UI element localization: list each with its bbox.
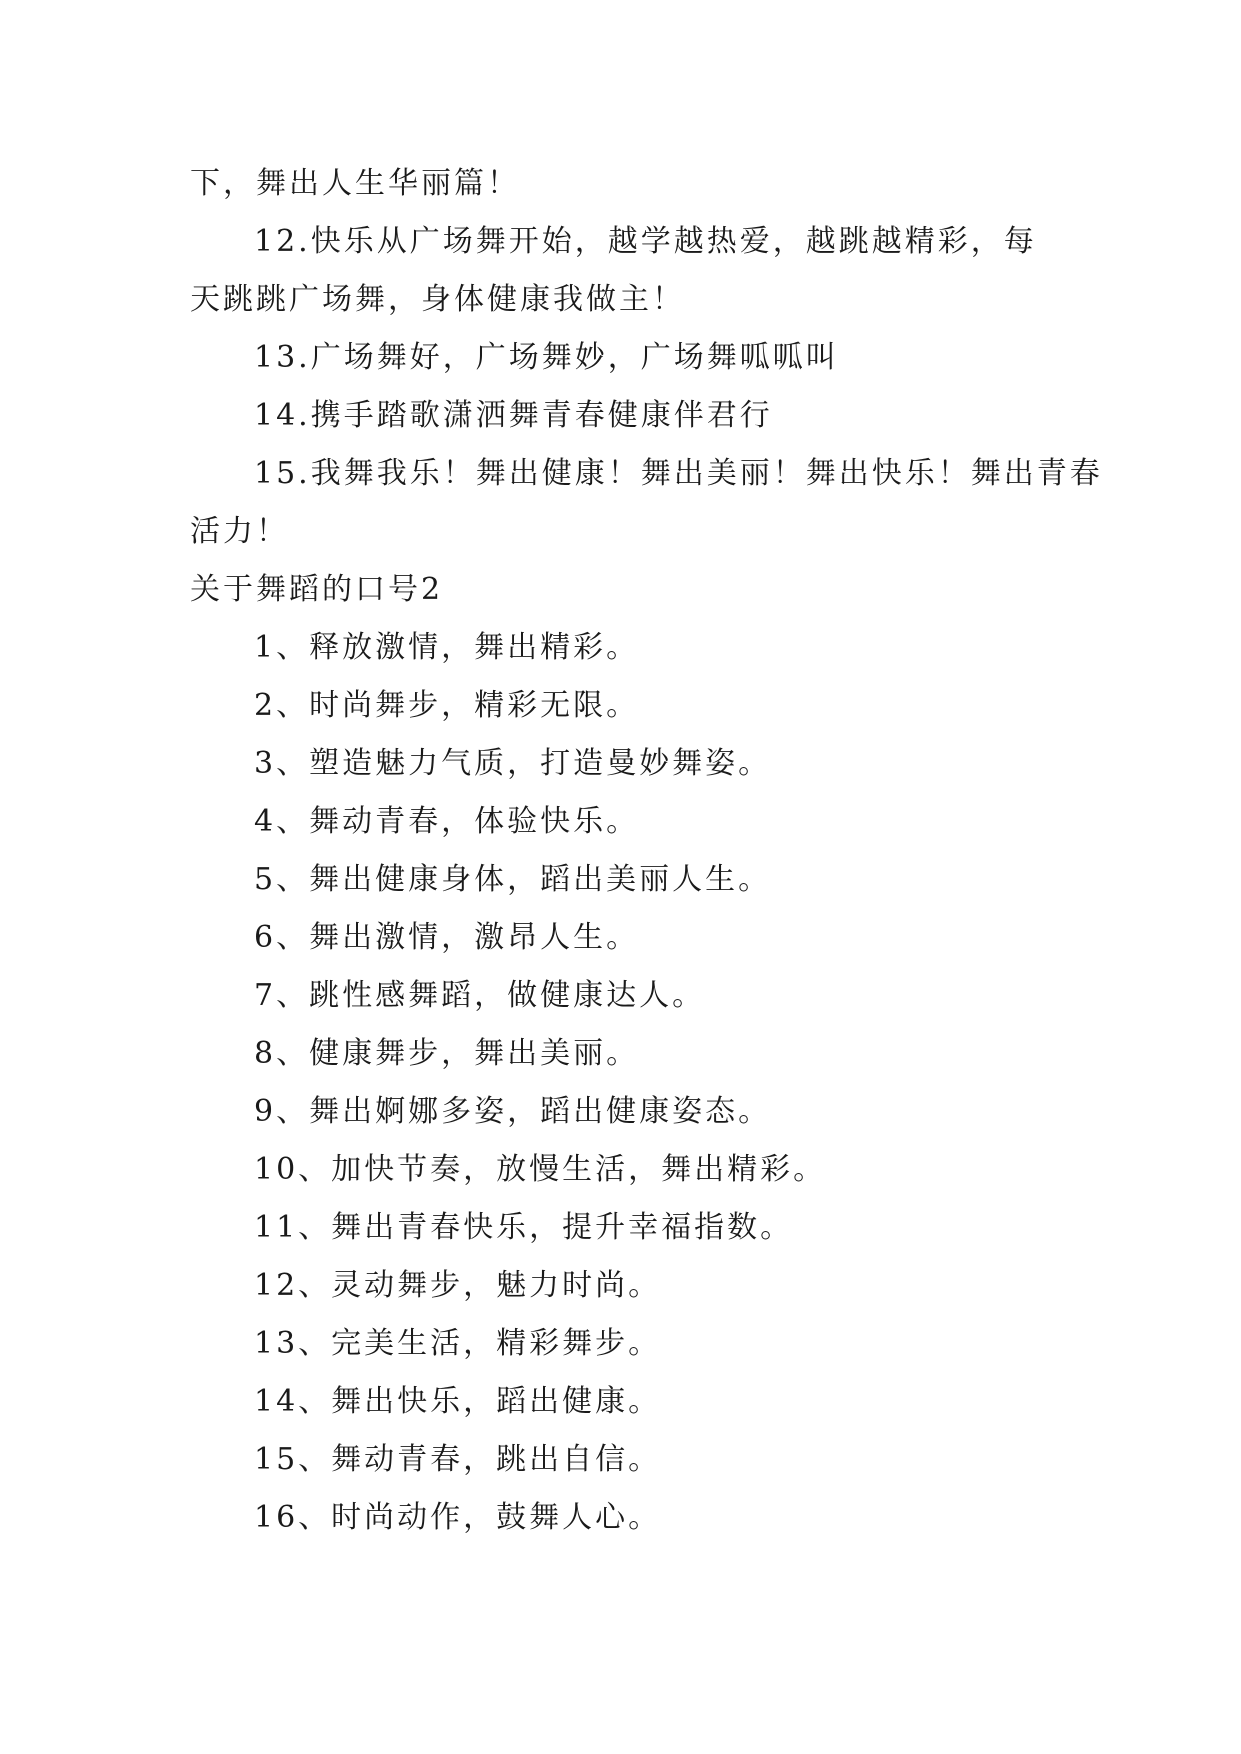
paragraph-line: 天跳跳广场舞，身体健康我做主！ [190, 282, 685, 317]
list-item: 13、完美生活，精彩舞步。 [254, 1326, 662, 1361]
section-heading: 关于舞蹈的口号2 [190, 572, 444, 607]
list-item: 11、舞出青春快乐，提升幸福指数。 [254, 1210, 794, 1245]
list-item: 9、舞出婀娜多姿，蹈出健康姿态。 [254, 1094, 772, 1129]
list-item: 6、舞出激情，激昂人生。 [254, 920, 640, 955]
list-item: 3、塑造魅力气质，打造曼妙舞姿。 [254, 746, 772, 781]
document-body [190, 155, 1103, 1547]
list-item: 7、跳性感舞蹈，做健康达人。 [254, 978, 706, 1013]
paragraph-line: 15.我舞我乐！舞出健康！舞出美丽！舞出快乐！舞出青春 [254, 456, 1103, 491]
list-item: 8、健康舞步，舞出美丽。 [254, 1036, 640, 1071]
list-item: 16、时尚动作，鼓舞人心。 [254, 1500, 662, 1535]
paragraph-line: 13.广场舞好，广场舞妙，广场舞呱呱叫 [254, 340, 839, 375]
list-item: 5、舞出健康身体，蹈出美丽人生。 [254, 862, 772, 897]
list-item: 2、时尚舞步，精彩无限。 [254, 688, 640, 723]
paragraph-line: 14.携手踏歌潇洒舞青春健康伴君行 [254, 398, 773, 433]
list-item: 15、舞动青春，跳出自信。 [254, 1442, 662, 1477]
paragraph-line: 活力！ [190, 514, 289, 549]
paragraph-line: 下，舞出人生华丽篇！ [190, 166, 520, 201]
list-item: 10、加快节奏，放慢生活，舞出精彩。 [254, 1152, 827, 1187]
list-item: 4、舞动青春，体验快乐。 [254, 804, 640, 839]
list-item: 1、释放激情，舞出精彩。 [254, 630, 640, 665]
paragraph-line: 12.快乐从广场舞开始，越学越热爱，越跳越精彩，每 [254, 224, 1037, 259]
list-item: 12、灵动舞步，魅力时尚。 [254, 1268, 662, 1303]
list-item: 14、舞出快乐，蹈出健康。 [254, 1384, 662, 1419]
